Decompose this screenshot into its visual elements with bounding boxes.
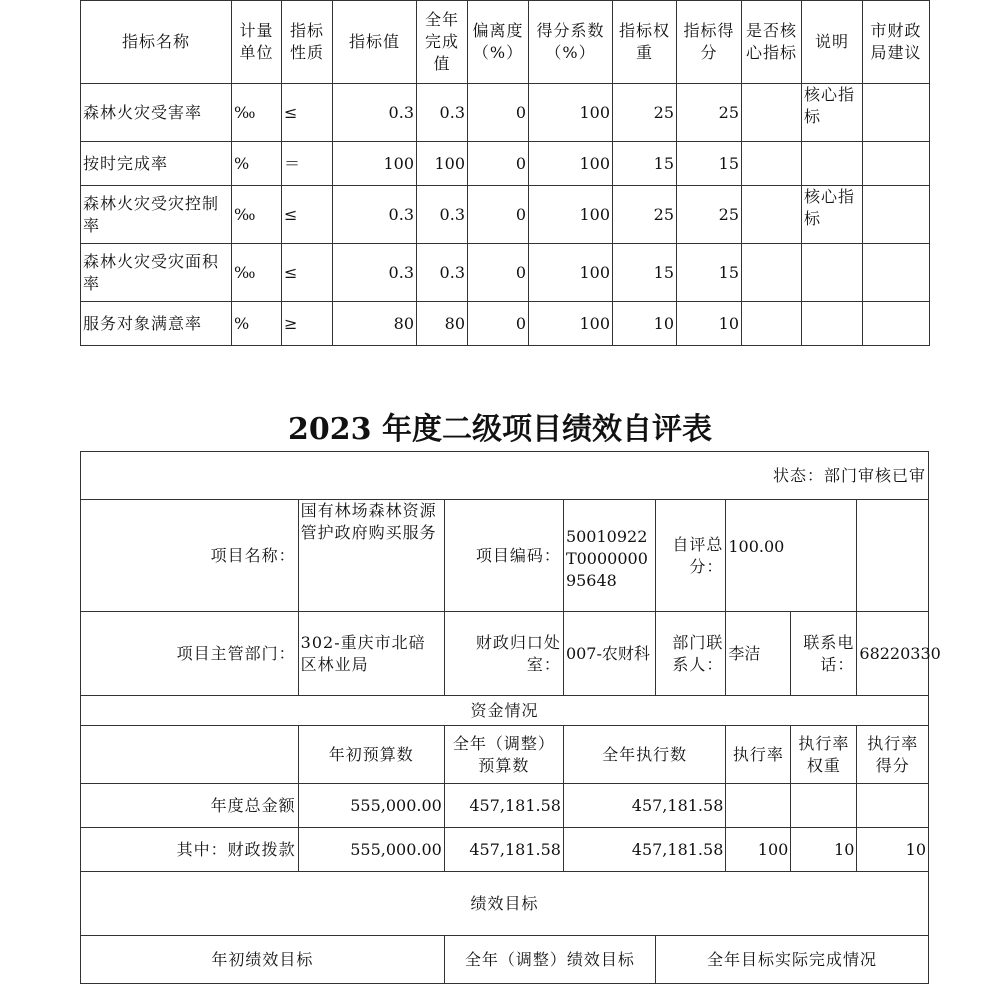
indicator-weight: 10 [613, 302, 677, 346]
funds-initial: 555,000.00 [298, 828, 444, 872]
header-weight: 指标权重 [613, 1, 677, 84]
indicator-core [742, 84, 802, 142]
indicator-name: 服务对象满意率 [81, 302, 232, 346]
funds-header-weight: 执行率权重 [791, 726, 857, 784]
indicator-nature: ≤ [282, 84, 333, 142]
indicator-value: 0.3 [333, 84, 417, 142]
funds-header-rate: 执行率 [726, 726, 791, 784]
project-code-label: 项目编码： [444, 500, 563, 612]
self-score: 100.00 [726, 500, 857, 612]
table-row [81, 84, 930, 142]
finance-office: 007-农财科 [563, 612, 655, 696]
indicator-core [742, 302, 802, 346]
status-text: 状态：部门审核已审 [81, 452, 929, 500]
indicator-name: 森林火灾受灾面积率 [81, 244, 232, 302]
funds-weight [791, 784, 857, 828]
funds-header-adjusted: 全年（调整）预算数 [444, 726, 563, 784]
empty-cell [857, 500, 929, 612]
phone-label: 联系电话： [791, 612, 857, 696]
indicator-deviation: 0 [468, 84, 529, 142]
page-title: 2023 年度二级项目绩效自评表 [288, 412, 712, 447]
funds-header-blank [81, 726, 299, 784]
funds-adjusted: 457,181.58 [444, 784, 563, 828]
indicator-weight: 25 [613, 186, 677, 244]
indicator-name: 按时完成率 [81, 142, 232, 186]
indicator-note [802, 244, 863, 302]
funds-executed: 457,181.58 [563, 828, 725, 872]
funds-executed: 457,181.58 [563, 784, 725, 828]
funds-adjusted: 457,181.58 [444, 828, 563, 872]
header-indicator-name: 指标名称 [81, 1, 232, 84]
status-row [81, 452, 929, 500]
indicator-core [742, 186, 802, 244]
finance-office-label: 财政归口处室： [444, 612, 563, 696]
funds-score [857, 784, 929, 828]
table-row [81, 244, 930, 302]
indicator-deviation: 0 [468, 244, 529, 302]
indicator-unit: % [232, 302, 282, 346]
indicator-name: 森林火灾受害率 [81, 84, 232, 142]
indicator-table [80, 0, 930, 346]
funds-title-row [81, 696, 929, 726]
project-name-label: 项目名称： [81, 500, 299, 612]
department-label: 项目主管部门： [81, 612, 299, 696]
indicator-advice [863, 186, 930, 244]
funds-row-label: 年度总金额 [81, 784, 299, 828]
table-row [81, 142, 930, 186]
funds-title: 资金情况 [81, 696, 929, 726]
perf-header-actual: 全年目标实际完成情况 [655, 936, 928, 984]
funds-row-label: 其中：财政拨款 [81, 828, 299, 872]
indicator-value: 0.3 [333, 244, 417, 302]
phone-number: 68220330 [857, 612, 929, 696]
funds-rate [726, 784, 791, 828]
indicator-nature: ≤ [282, 244, 333, 302]
contact-person: 李洁 [726, 612, 791, 696]
header-score: 指标得分 [677, 1, 742, 84]
funds-header-executed: 全年执行数 [563, 726, 725, 784]
funds-header-score: 执行率得分 [857, 726, 929, 784]
performance-title-row [81, 872, 929, 936]
indicator-coefficient: 100 [529, 302, 613, 346]
indicator-unit: ‰ [232, 244, 282, 302]
indicator-unit: ‰ [232, 186, 282, 244]
header-value: 指标值 [333, 1, 417, 84]
indicator-score: 25 [677, 84, 742, 142]
indicator-deviation: 0 [468, 142, 529, 186]
indicator-note [802, 142, 863, 186]
indicator-score: 15 [677, 142, 742, 186]
contact-label: 部门联系人： [655, 612, 725, 696]
funds-rate: 100 [726, 828, 791, 872]
indicator-done: 0.3 [417, 84, 468, 142]
perf-header-adjusted: 全年（调整）绩效目标 [444, 936, 655, 984]
funds-header-initial: 年初预算数 [298, 726, 444, 784]
indicator-nature: ＝ [282, 142, 333, 186]
header-note: 说明 [802, 1, 863, 84]
indicator-advice [863, 244, 930, 302]
header-advice: 市财政局建议 [863, 1, 930, 84]
performance-title: 绩效目标 [81, 872, 929, 936]
indicator-value: 100 [333, 142, 417, 186]
table-row [81, 302, 930, 346]
indicator-value: 80 [333, 302, 417, 346]
indicator-done: 0.3 [417, 244, 468, 302]
indicator-core [742, 244, 802, 302]
indicator-coefficient: 100 [529, 244, 613, 302]
indicator-unit: % [232, 142, 282, 186]
indicator-score: 15 [677, 244, 742, 302]
table-row [81, 828, 929, 872]
indicator-done: 0.3 [417, 186, 468, 244]
indicator-score: 10 [677, 302, 742, 346]
funds-initial: 555,000.00 [298, 784, 444, 828]
table-row [81, 784, 929, 828]
indicator-nature: ≤ [282, 186, 333, 244]
indicator-advice [863, 302, 930, 346]
indicator-unit: ‰ [232, 84, 282, 142]
project-info-row [81, 500, 929, 612]
indicator-deviation: 0 [468, 302, 529, 346]
performance-header-row [81, 936, 929, 984]
indicator-weight: 25 [613, 84, 677, 142]
indicator-coefficient: 100 [529, 186, 613, 244]
self-score-label: 自评总分： [655, 500, 725, 612]
header-done: 全年完成值 [417, 1, 468, 84]
indicator-advice [863, 84, 930, 142]
header-coefficient: 得分系数（%） [529, 1, 613, 84]
indicator-deviation: 0 [468, 186, 529, 244]
self-evaluation-table [80, 451, 941, 984]
department-row [81, 612, 929, 696]
indicator-weight: 15 [613, 142, 677, 186]
indicator-done: 100 [417, 142, 468, 186]
indicator-note: 核心指标 [802, 186, 863, 244]
indicator-note: 核心指标 [802, 84, 863, 142]
perf-header-initial: 年初绩效目标 [81, 936, 445, 984]
indicator-advice [863, 142, 930, 186]
header-deviation: 偏离度（%） [468, 1, 529, 84]
indicator-coefficient: 100 [529, 84, 613, 142]
department: 302-重庆市北碚区林业局 [298, 612, 444, 696]
indicator-nature: ≥ [282, 302, 333, 346]
funds-score: 10 [857, 828, 929, 872]
indicator-name: 森林火灾受灾控制率 [81, 186, 232, 244]
indicator-score: 25 [677, 186, 742, 244]
indicator-done: 80 [417, 302, 468, 346]
indicator-note [802, 302, 863, 346]
table-row [81, 186, 930, 244]
indicator-weight: 15 [613, 244, 677, 302]
indicator-header-row [81, 1, 930, 84]
header-nature: 指标性质 [282, 1, 333, 84]
indicator-core [742, 142, 802, 186]
header-core: 是否核心指标 [742, 1, 802, 84]
header-unit: 计量单位 [232, 1, 282, 84]
project-code: 50010922T000000095648 [563, 500, 655, 612]
indicator-value: 0.3 [333, 186, 417, 244]
indicator-coefficient: 100 [529, 142, 613, 186]
funds-weight: 10 [791, 828, 857, 872]
project-name: 国有林场森林资源管护政府购买服务 [298, 500, 444, 612]
funds-header-row [81, 726, 929, 784]
